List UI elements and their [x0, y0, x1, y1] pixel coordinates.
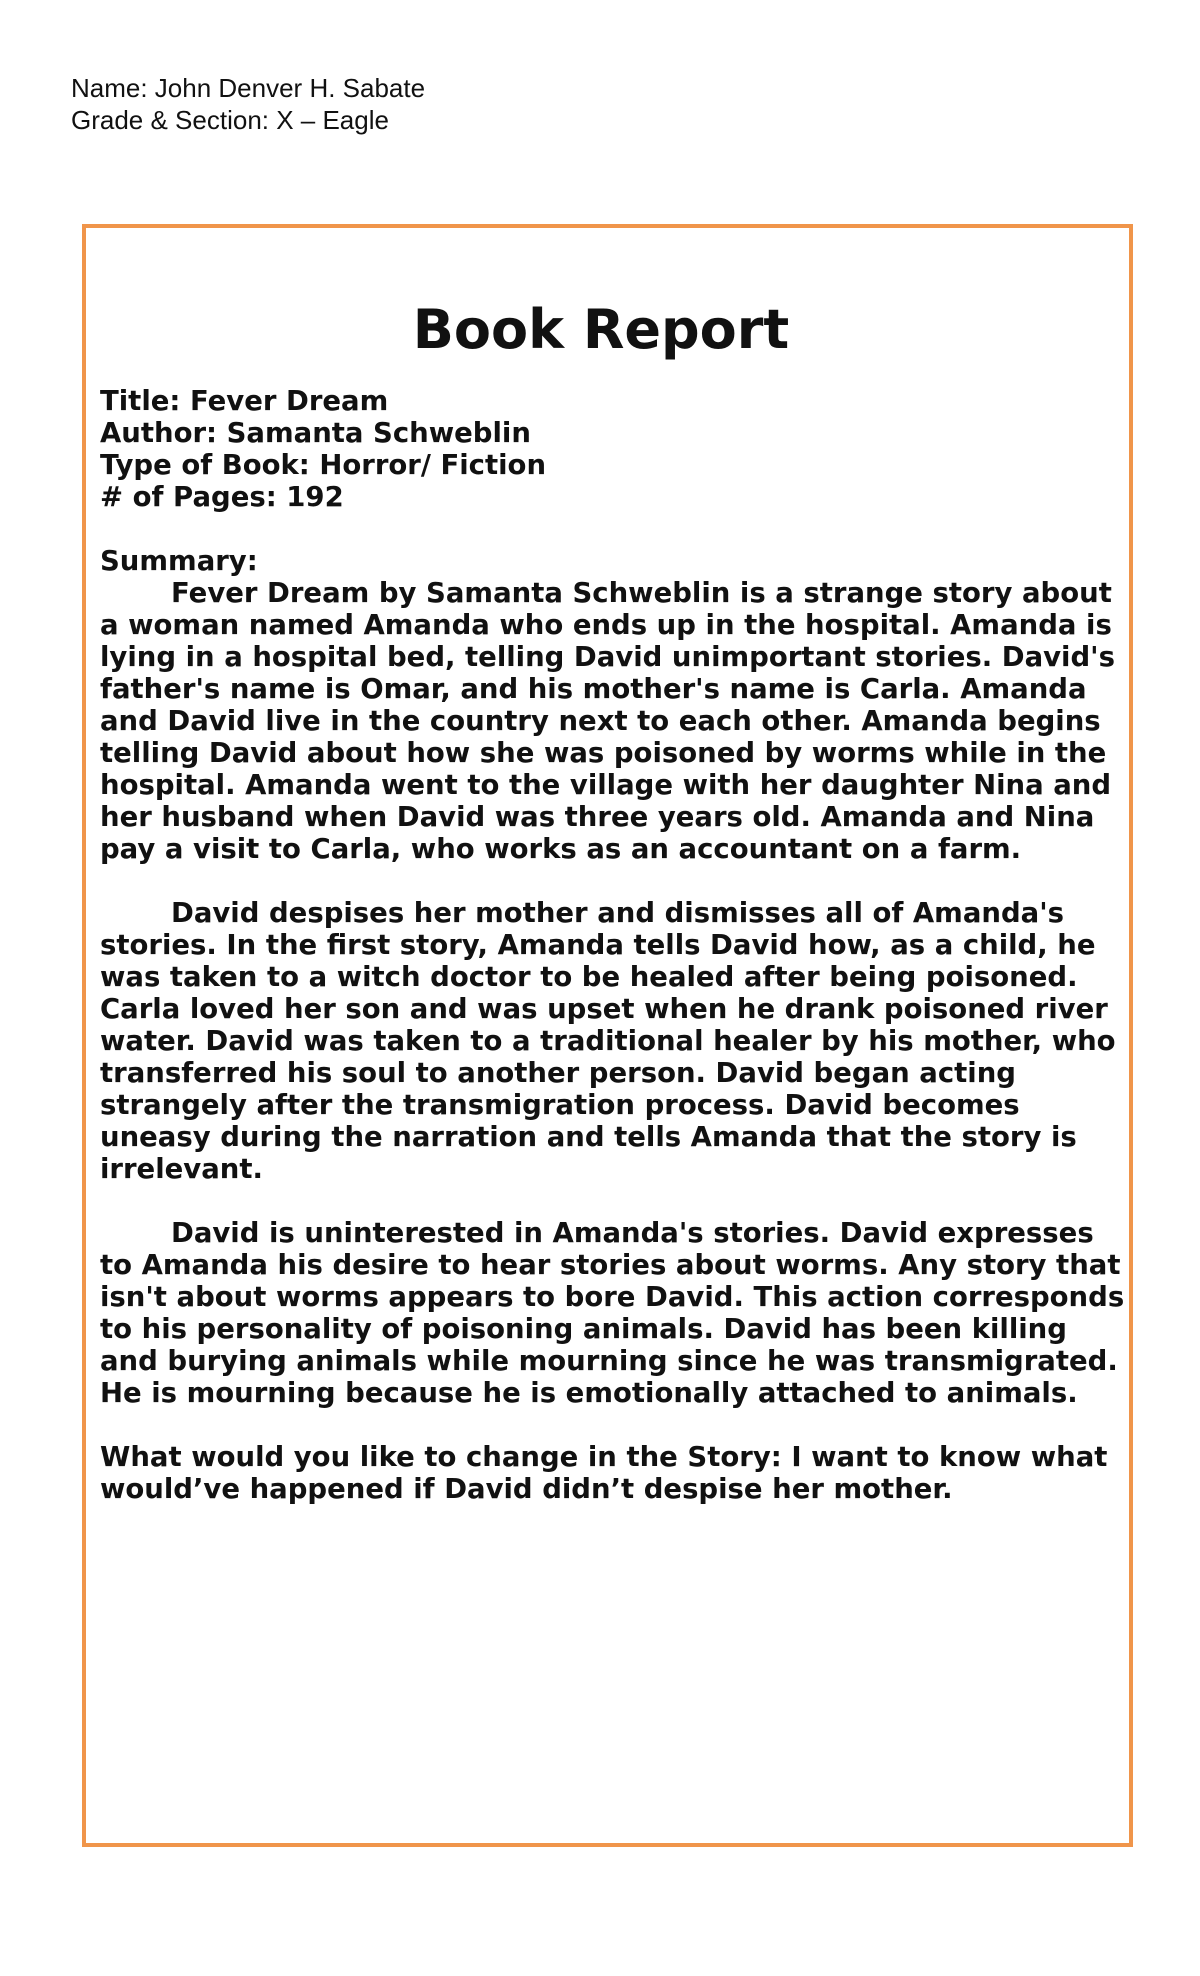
spacer — [100, 513, 1130, 545]
spacer — [100, 1185, 1130, 1217]
title-value: Fever Dream — [189, 385, 389, 417]
book-type-line: Type of Book: Horror/ Fiction — [100, 449, 547, 481]
report-heading: Book Report — [412, 298, 790, 361]
spacer — [100, 865, 1130, 897]
summary-paragraph-3: David is uninterested in Amanda's stories. David expresses to Amanda his desire to hear stories about worms. Any story that isn't about worms appears to bore David. This action corresponds to his personality of poisoning animals. David has been killing and burying animals while mourning since he was transmigrated. He is mourning because he is emotionally attached to animals. — [100, 1217, 1125, 1409]
summary-paragraph-1: Fever Dream by Samanta Schweblin is a strange story about a woman named Amanda who ends up in the hospital. Amanda is lying in a hospital bed, telling David unimportant stories. David's father's name is Omar, and his mother's name is Carla. Amanda and David live in the country next to each other. Amanda begins telling David about how she was poisoned by worms while in the hospital. Amanda went to the village with her daughter Nina and her husband when David was three years old. Amanda and Nina pay a visit to Carla, who works as an accountant on a farm. — [100, 577, 1115, 865]
title-line — [100, 385, 1130, 417]
change-question: What would you like to change in the Story: I want to know what would’ve happened if David didn’t despise her mother. — [100, 1441, 1108, 1505]
summary-paragraph-2: David despises her mother and dismisses all of Amanda's stories. In the first story, Amanda tells David how, as a child, he was taken to a witch doctor to be healed after being poisoned. Carla loved her son and was upset when he drank poisoned river water. David was taken to a traditional healer by his mother, who transferred his soul to another person. David began acting strangely after the transmigration process. David becomes uneasy during the narration and tells Amanda that the story is irrelevant. — [100, 897, 1116, 1185]
summary-label: Summary: — [100, 545, 258, 577]
author-line — [100, 417, 1130, 449]
spacer — [100, 1409, 1130, 1441]
page-count-line: # of Pages: 192 — [100, 481, 344, 513]
student-name: Name: John Denver H. Sabate — [71, 73, 426, 103]
student-info — [71, 72, 425, 136]
title-label: Title: — [100, 385, 181, 417]
author-value: Samanta Schweblin — [226, 417, 531, 449]
author-label: Author: — [100, 417, 218, 449]
report-content — [100, 290, 1130, 1505]
student-grade-section: Grade & Section: X – Eagle — [71, 105, 389, 135]
